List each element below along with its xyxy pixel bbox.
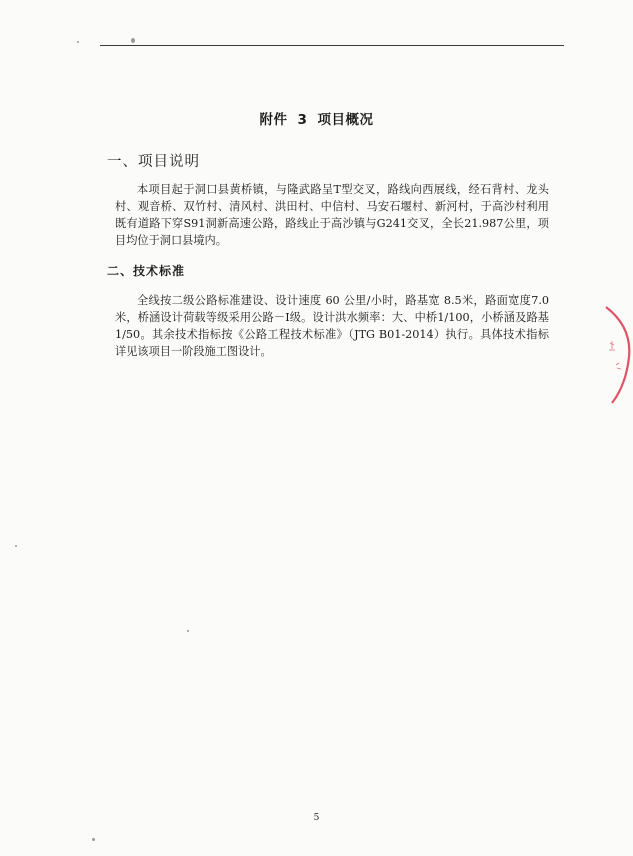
scan-speck [131,38,135,43]
title-number: 3 [297,112,308,128]
scan-speck [77,41,79,43]
title-prefix: 附件 [259,112,288,128]
section-body-project-description: 本项目起于洞口县黄桥镇，与隆武路呈T型交叉，路线向西展线，经石背村、龙头村、观音桥、双竹村、清风村、洪田村、中信村、马安石堰村、新河村，于高沙村利用既有道路下穿S91洞新高速公路，路线止于高沙镇与G241交叉，全长21.987公里，项目均位于洞口县境内。 [115,183,549,247]
scan-speck [187,630,189,632]
scan-speck [15,545,17,547]
page-number: 5 [313,813,320,823]
header-rule [100,45,564,46]
scan-speck [92,838,95,841]
title-main: 项目概况 [317,112,374,128]
red-seal-stamp [598,305,633,405]
section-heading-project-description: 一、项目说明 [107,154,200,170]
section-body-technical-standards: 全线按二级公路标准建设、设计速度 60 公里/小时，路基宽 8.5米，路面宽度7.0米，桥涵设计荷载等级采用公路－Ⅰ级。设计洪水频率：大、中桥1/100，小桥涵及路基1/50。其余技术指标按《公路工程技术标准》（JTG B01-2014）执行。具体技术指标详见该项目一阶段施工图设计。 [115,294,549,358]
document-title [0,108,633,128]
section-heading-technical-standards: 二、技术标准 [107,264,186,278]
